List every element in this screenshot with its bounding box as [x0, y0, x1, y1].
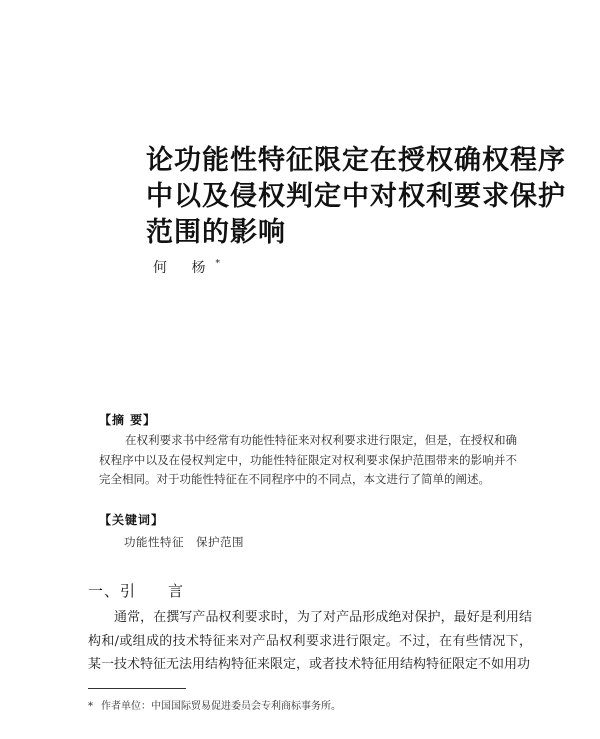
abstract-label: 【摘 要】 — [99, 413, 157, 427]
keyword-item: 保护范围 — [196, 535, 244, 549]
title-line-2: 中以及侵权判定中对权利要求保护 — [146, 181, 566, 212]
footnote-mark: * — [88, 701, 93, 712]
author-footnote-mark: * — [215, 259, 220, 269]
footnote — [88, 697, 341, 712]
section-heading-introduction — [88, 580, 184, 601]
section-heading-title: 言 — [168, 582, 185, 600]
title-line-3: 范围的影响 — [146, 217, 286, 248]
author-name: 何 杨 — [153, 260, 216, 276]
footnote-divider — [88, 688, 186, 689]
author-byline — [153, 257, 220, 277]
article-title — [146, 143, 566, 251]
keyword-item: 功能性特征 — [124, 535, 184, 549]
keywords-list — [124, 534, 244, 550]
introduction-paragraph: 通常，在撰写产品权利要求时，为了对产品形成绝对保护，最好是利用结构和/或组成的技术特征来对产品权利要求进行限定。不过，在有些情况下，某一技术特征无法用结构特征来限定，或者技术特征用结构特征限定不如用功 — [88, 610, 532, 672]
abstract-text: 在权利要求书中经常有功能性特征来对权利要求进行限定，但是，在授权和确权程序中以及在侵权判定中，功能性特征限定对权利要求保护范围带来的影响并不完全相同。对于功能性特征在不同程序中的不同点，本文进行了简单的阐述。 — [99, 433, 517, 486]
title-line-1: 论功能性特征限定在授权确权程序 — [146, 145, 566, 176]
keywords-label: 【关键词】 — [99, 513, 165, 527]
section-heading-number: 一、引 — [88, 582, 137, 600]
footnote-text: 作者单位：中国国际贸易促进委员会专利商标事务所。 — [101, 701, 341, 712]
